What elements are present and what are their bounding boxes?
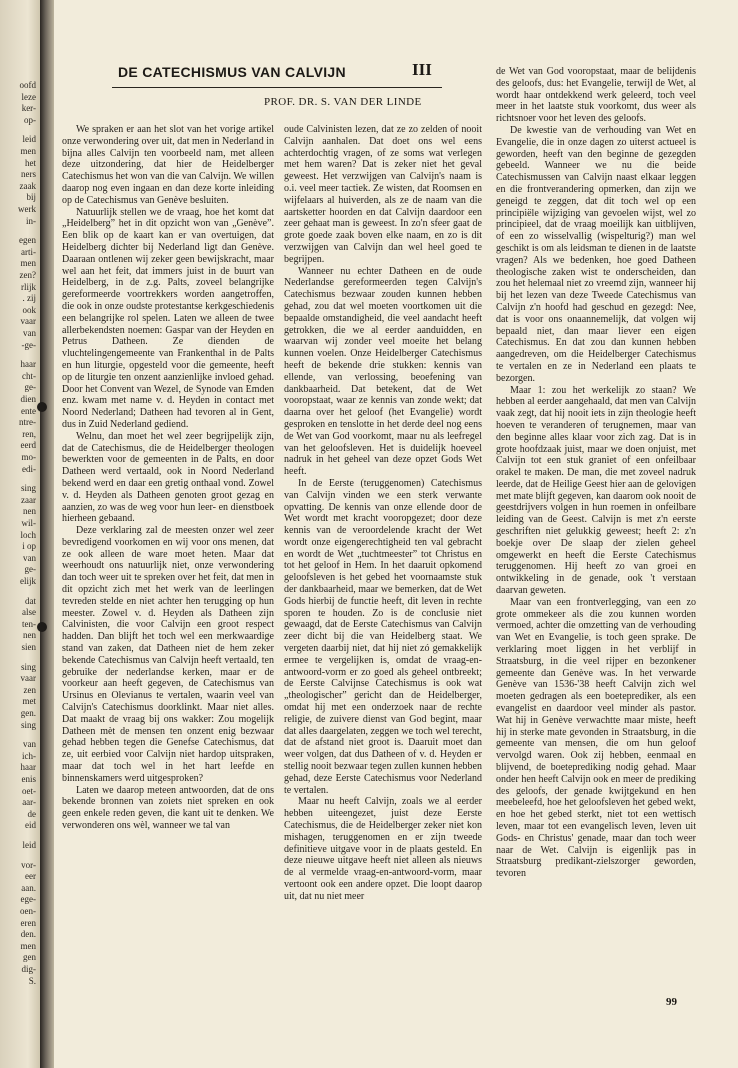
article-title: DE CATECHISMUS VAN CALVIJN: [118, 64, 346, 80]
margin-fragment: mo-: [21, 452, 36, 462]
header-rule: [112, 87, 442, 88]
margin-fragment: eid: [25, 820, 36, 831]
margin-fragment: ge-: [24, 382, 36, 393]
paragraph: oude Calvinisten lezen, dat ze zo zelden of nooit Calvijn aanhalen. Dat doet ons wel eens achterdochtig vragen, of ze soms wat verlegen met hem waren? Dat is zeker niet het geval geweest. Het verzwijgen van Calvijn's naam is o.i. veel meer tactiek. Ze wisten, dat Roomsen en wijfelaars al huiverden, als ze de naam van die aartsketter hoorden en dat Calvijn daardoor een zeer gehaat man is geweest. In zo'n sfeer gaat de grote goede zaak boven elke naam, en zo is dit verzwijgen van Calvijn dan wel heel goed te begrijpen.: [284, 124, 482, 265]
margin-fragment: bij: [26, 192, 36, 203]
margin-fragment: ten-: [22, 618, 36, 629]
margin-fragment: oet-: [22, 785, 36, 796]
margin-fragment: egen: [19, 235, 36, 246]
margin-fragment: sing: [20, 719, 36, 730]
margin-fragment: met: [22, 696, 36, 707]
margin-fragment: ich-: [22, 750, 36, 761]
previous-page-margin: [0, 0, 40, 1068]
margin-fragment: aar-: [22, 797, 36, 808]
margin-fragment: sien: [21, 642, 36, 652]
margin-fragment: men: [20, 940, 36, 951]
paragraph: Wanneer nu echter Datheen en de oude Nederlandse gereformeerden tegen Calvijn's Catechismus bezwaar zouden kunnen hebben gehad, zou dat wel moeten voortkomen uit die bepaalde omstandigheid, die veel aandacht heeft getrokken, die we al eerder aanduidden, en waarvan wij zonder veel moeite het belang kunnen voelen. Onze Heidelberger Catechismus heeft de bekende drie stukken: kennis van ellende, van verlossing, beoefening van dankbaarheid. Dat betekent, dat de Wet vooropstaat, waar ze kennis van zonde wekt; dat daarna over het geloof (het Evangelie) wordt gesproken en tenslotte in het derde deel nog eens de Wet van God voorkomt, maar nu als leefregel van het geloofsleven. Het is duidelijk hoeveel nadruk in het geheel van deze opzet Gods Wet heeft.: [284, 265, 482, 478]
paragraph: Natuurlijk stellen we de vraag, hoe het komt dat „Heidelberg” het in dit opzicht won van „Genève”. Een blik op de kaart kan er van overtuigen, dat Heidelberg dichter bij Nederland ligt dan Genève. Daaraan ontlenen wij zeker geen bewijskracht, maar wel aan het feit, dat immers juist in de buurt van Heidelberg, in de z.g. Palts, zoveel belangrijke gereformeerde voortrekkers worden aangetroffen, die ook in onze oudste protestantse kerkgeschiedenis een belangrijke rol spelen. Laten we alleen de twee allerbekendsten noemen: Gaspar van der Heyden en Petrus Datheen. Ze dienden de vluchtelingengemeente van Frankenthal in de Palts en hun liturgie, opgesteld voor die gemeente, heeft op de liturgie ten onzent aanzienlijke invloed gehad. Door het Convent van Wezel, de Synode van Emden enz. kwam met name v. d. Heyden in contact met Noord Nederland; Datheen had tevoren al in Gent, dus in Zuid Nederland gediend.: [62, 206, 274, 430]
binding-hole-bottom: [37, 622, 47, 632]
margin-fragment: eerd: [20, 440, 36, 451]
margin-fragment: zaar: [21, 494, 36, 505]
paragraph: Maar nu heeft Calvijn, zoals we al eerder hebben uiteengezet, juist deze Eerste Catechismus, die de Heidelberger zeker niet kon mishagen, teruggenomen en er zijn tweede definitieve uitgave voor in de plaats gesteld. En deze nieuwe uitgave heeft niet alleen als nieuws de al vermelde vraag-en-antwoord-vorm, maar vertoont ook een andere opzet. Die loopt daarop uit, dat nu niet meer: [284, 796, 482, 902]
margin-fragment: dig-: [21, 964, 36, 974]
paragraph: Maar 1: zou het werkelijk zo staan? We hebben al eerder aangehaald, dat men van Calvijn vaak zegt, dat hij nooit iets in zijn theologie heeft hoeven te veranderen of terugnemen, maar van den beginne alles klaar voor zich zag. Dat is in grote hoofdzaak juist, maar we doen onjuist, met Calvijn tot een stuk graniet of een onfeilbaar orakel te maken. De man, die met zoveel nadruk leerde, dat de Heilige Geest hier aan de gelovigen met mate blijft gegeven, kan daarom ook nooit de geestdrijvers volgen in hun roemen in onfeilbare leiding van de Geest. Calvijn is met z'n eerste geschriften niet gelukkig geweest; heeft 2: z'n boekje over De slaap der zielen geheel omgewerkt en heeft die Eerste Catechismus teruggenomen. Hij heeft zo van groei en ontwikkeling in de genade, ook 't verstaan daarvan geweten.: [496, 384, 696, 597]
margin-fragment: leid: [22, 840, 36, 850]
margin-fragment: sing: [20, 483, 36, 494]
binding-hole-top: [37, 402, 47, 412]
paragraph: Welnu, dan moet het wel zeer begrijpelijk zijn, dat de Catechismus, die de Heidelberger theologen bewerkten voor de gemeenten in de Palts, en door Datheen werd vertaald, ook in Noord Nederland bekend werd en daar een gretig onthaal vond. Zowel v. d. Heyden als Datheen genoten groot gezag en aanzien, zo was de weg voor hun leer- en dienstboek hierheen gebaand.: [62, 430, 274, 525]
article-part-number: III: [412, 60, 432, 79]
margin-fragment: ker-: [21, 103, 36, 114]
margin-fragment: nen: [23, 630, 36, 641]
margin-fragment: ook: [22, 304, 36, 315]
margin-fragment: sing: [20, 661, 36, 672]
margin-fragment: elijk: [20, 576, 36, 586]
margin-fragment: zaak: [19, 180, 36, 191]
margin-fragment: ners: [21, 169, 36, 180]
margin-fragment: eer: [25, 871, 36, 882]
margin-fragment: -ge-: [21, 339, 36, 350]
margin-fragment: haar: [20, 762, 36, 773]
margin-fragment: werk: [18, 204, 36, 214]
margin-fragment: enis: [21, 774, 36, 784]
margin-fragment: vaar: [20, 673, 36, 684]
margin-fragment: men: [20, 258, 36, 269]
margin-fragment: ntre-: [19, 417, 36, 428]
margin-fragment: i op: [22, 541, 36, 552]
margin-fragment: gen.: [20, 708, 36, 718]
margin-fragment: S.: [28, 975, 36, 986]
paragraph: Maar van een frontverlegging, van een zo grote ommekeer als die zou kunnen worden vermoed, achter die omzetting van de verhouding van Wet en Evangelie, is toch geen sprake. De verklaring moet liggen in het verblijf in Straatsburg, in die veel rijper en bezonkener gemeente dan Genève was. In het verwarde Genève van 1536-'38 heeft Calvijn zich wel moeten gedragen als een boeteprediker, als een evangelist en daardoor veel minder als pastor. Wat hij in Genève verwachtte maar miste, heeft hij in sterke mate gevonden in Straatsburg, in die gemeente van mensen, die om hun geloof vervolgd waren. Ook zij hebben, eenmaal en blijvend, de boeteprediking nodig gehad. Maar onder hen heeft Calvijn ook en meer de prediking des geloofs, der genade kwijtgekund en hen meebeleefd, hoe het geloofsleven het gebed wekt, en hoe het gebed sterkt, niet tot een wettisch leven, maar tot een evangelisch leven, leven uit Gods- en Christus' genade, maar dan toch weer naar de Wet. Calvijn is eigenlijk pas in Straatsburg predikant-zielszorger geworden, tevoren: [496, 596, 696, 880]
margin-fragment: leid: [22, 134, 36, 145]
margin-fragment: oofd: [19, 80, 36, 90]
margin-fragment: ren,: [22, 428, 36, 439]
book-gutter: [40, 0, 54, 1068]
margin-fragment: wil-: [21, 518, 36, 528]
margin-fragment: edi-: [22, 463, 36, 474]
margin-fragment: . zij: [22, 293, 36, 304]
paragraph: Laten we daarop meteen antwoorden, dat de ons bekende bronnen van zoiets niet spreken en ook geen enkele reden geven, die kant uit te denken. We verwonderen ons wèl, wanneer we tal van: [62, 784, 274, 832]
margin-fragment: aan.: [21, 882, 36, 893]
text-column-3: [496, 66, 696, 880]
margin-fragment: arti-: [21, 246, 36, 257]
page-number: 99: [666, 996, 677, 1008]
margin-fragment: haar: [20, 359, 36, 370]
margin-fragment: men: [20, 146, 36, 156]
margin-fragment: oen-: [20, 906, 36, 916]
margin-fragment: de: [27, 808, 36, 819]
margin-fragment: ege-: [20, 894, 36, 905]
margin-fragment: zen?: [19, 270, 36, 280]
margin-fragment: vor-: [21, 859, 36, 870]
margin-fragment: leze: [21, 91, 36, 102]
margin-fragment: eren: [20, 917, 36, 928]
margin-fragment: nen: [23, 506, 36, 517]
margin-fragment: den.: [20, 929, 36, 940]
margin-fragment: van: [23, 328, 36, 338]
text-column-1: [62, 124, 274, 832]
margin-fragment: cht-: [22, 370, 36, 381]
paragraph: de Wet van God vooropstaat, maar de belijdenis des geloofs, dus: het Evangelie, terwijl de Wet, al wordt haar ontdekkend werk geleerd, toch veel meer in het laatste stuk voorkomt, dus weer als richtsnoer voor het leven des geloofs.: [496, 66, 696, 125]
margin-fragment: in-: [26, 215, 36, 226]
margin-fragment: van: [23, 739, 36, 750]
margin-fragment: vaar: [20, 316, 36, 327]
paragraph: De kwestie van de verhouding van Wet en Evangelie, die in onze dagen zo uiterst actueel is geworden, heeft van den beginne de gezegden gebeeld. Wanneer we nu die beide Catechismussen van Calvijn naast elkaar leggen en die frontverandering opmerken, dan zijn we geneigd te zeggen, dat dit toch wel op een principiële wijziging van gevoelen wijst, wel zo principieel, dat de vraag moeilijk kan uitblijven, of een zo wisselvallig (wispelturig?) man wel geschikt is om als leidsman te dienen in de laatste vragen? Als we bedenken, hoe goed Datheen theologische zaken wist te onderscheiden, dan zou het helemaal niet zo vreemd zijn, wanneer hij bij het lezen van deze Tweede Catechismus van Calvijn z'n hoofd had geschud en gezegd: Nee, dat is voor ons onaannemelijk, dat volgen wij bepaald niet, dan maar liever een eigen Catechismus. En dat zou dan kunnen hebben aangedreven, om die Heidelberger Catechismus te vertalen en ze in Nederland een plaats te bezorgen.: [496, 124, 696, 384]
margin-fragment: van: [23, 552, 36, 563]
margin-fragment: het: [25, 157, 36, 168]
margin-fragment: zen: [23, 684, 36, 695]
margin-fragment: loch: [20, 529, 36, 540]
margin-fragment: alse: [22, 607, 36, 618]
margin-fragment: dat: [25, 595, 36, 606]
text-column-2: [284, 124, 482, 903]
paragraph: We spraken er aan het slot van het vorige artikel onze verwondering over uit, dat men in Nederland in bijna alles Calvijn ten voorbeeld nam, met alleen deze uitzondering, dat hier de Heidelberger Catechismus het won van die van Calvijn. We willen daarop nog even ingaan en dan deze korte inleiding op de Catechismus van Genève besluiten.: [62, 124, 274, 206]
margin-fragment: ente: [21, 405, 36, 416]
paragraph: Deze verklaring zal de meesten onzer wel zeer bevredigend voorkomen en wij voor ons menen, dat ze ook alleen de ware moet heten. Maar dat weerhoudt ons natuurlijk niet, onze verwondering dan toch weer uit te spreken over het feit, dat men in dit opzicht zich met het werk van de leerlingen tevreden stelde en niet achter hen terugging op hun meester. Zowel v. d. Heyden als Datheen zijn Calvinisten, die voor Calvijn een groot respect hadden. Dan blijft het toch wel een merkwaardige stand van zaken, dat Datheen niet de hem zeker bekende Catechismus van Calvijn heeft vertaald, ten gebruike der nederlandse kerken, maar er de voorkeur aan heeft gegeven, de Catechismus van Ursinus en Olevianus te vertalen, waarin veel van Calvijn's Catechismus doorklinkt. Maar niet alles. Dat maakt de vraag bij ons wakker: Zou mogelijk Datheen mèt de mensen ten onzent enig bezwaar gehad hebben tegen die Genefse Catechismus, dat ze, uit eerbied voor Calvijn niet hardop uitspraken, maar dat toch wel in het hart leefde en binnenskamers werd uitgesproken?: [62, 525, 274, 784]
article-author: PROF. DR. S. VAN DER LINDE: [264, 96, 422, 108]
paragraph: In de Eerste (teruggenomen) Catechismus van Calvijn vinden we een sterk verwante opvatting. De kennis van onze ellende door de Wet wordt met kracht vooropgezet; door deze kennis van de veroordelende kracht der Wet wordt onze eigengerechtigheid ten val gebracht en wordt de Wet „tuchtmeester” tot Christus en tot het geloof in Hem. In het daaruit opkomend geloofsleven is het gebed het voornaamste stuk der dankbaarheid, maar we bemerken, dat de Wet Gods hierbij de functie heeft, dit leven in rechte sporen te houden. Zo is de conclusie niet gewaagd, dat de Eerste Catechismus van Calvijn zeer dicht bij die van Heidelberg staat. We vergeten daarbij niet, dat hij niet zó gemakkelijk ermee te vergelijken is, omdat de vraag-en-antwoord-vorm er zo goed als geheel ontbreekt; de Eerste Calvijnse Catechismus is ook wat „theologischer” gericht dan de Heidelberger, omdat hij met een onderzoek naar de rechte religie, de zuivere dienst van God begint, maar dat alles daargelaten, zeggen we toch wel terecht, dat de afstand niet groot is. Daaruit moet dan weer volgen, dat dus Datheen of v. d. Heyden er stellig nooit bezwaar tegen zullen kunnen hebben gehad, deze Eerste Catechismus voor Nederland te vertalen.: [284, 477, 482, 796]
margin-fragment: op-: [24, 114, 36, 125]
margin-fragment: ge-: [24, 564, 36, 575]
margin-fragment: gen: [23, 952, 36, 963]
margin-fragment: rlijk: [21, 281, 36, 292]
margin-fragment: dien: [20, 394, 36, 404]
